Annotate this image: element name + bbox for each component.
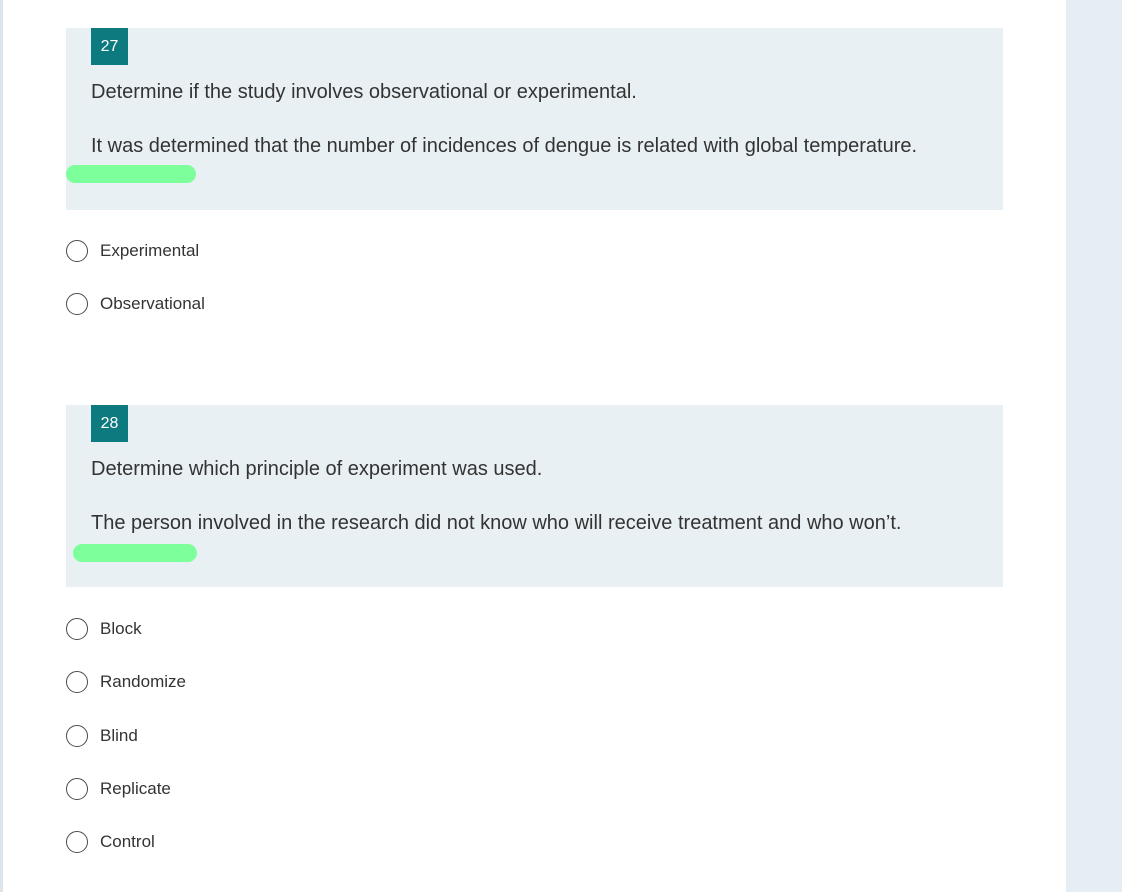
question-28 <box>66 405 1003 851</box>
question-subtitle: The person involved in the research did not know who will receive treatment and who won’t. <box>91 512 902 534</box>
question-title: Determine if the study involves observational or experimental. <box>91 81 637 103</box>
radio-button[interactable] <box>66 831 88 853</box>
right-rail <box>1066 0 1122 892</box>
option-experimental[interactable] <box>66 236 199 266</box>
option-label: Control <box>100 832 155 851</box>
question-27 <box>66 28 1003 313</box>
question-subtitle: It was determined that the number of incidences of dengue is related with global temperature. <box>91 135 918 157</box>
option-control[interactable] <box>66 827 155 857</box>
question-title: Determine which principle of experiment was used. <box>91 458 543 480</box>
option-blind[interactable] <box>66 721 138 751</box>
option-label: Block <box>100 619 142 638</box>
question-header <box>66 28 1003 210</box>
radio-button[interactable] <box>66 671 88 693</box>
question-number-badge: 28 <box>91 405 128 442</box>
option-replicate[interactable] <box>66 774 171 804</box>
redaction-mark <box>73 544 197 562</box>
radio-button[interactable] <box>66 618 88 640</box>
radio-button[interactable] <box>66 293 88 315</box>
option-label: Experimental <box>100 241 200 260</box>
radio-button[interactable] <box>66 725 88 747</box>
radio-button[interactable] <box>66 240 88 262</box>
option-randomize[interactable] <box>66 667 186 697</box>
option-label: Randomize <box>100 672 186 691</box>
option-block[interactable] <box>66 614 142 644</box>
option-label: Blind <box>100 726 138 745</box>
radio-button[interactable] <box>66 778 88 800</box>
question-number-badge: 27 <box>91 28 128 65</box>
form-card <box>3 0 1066 892</box>
redaction-mark <box>66 165 196 183</box>
option-label: Replicate <box>100 779 171 798</box>
question-header <box>66 405 1003 587</box>
option-label: Observational <box>100 294 205 313</box>
option-observational[interactable] <box>66 289 205 319</box>
